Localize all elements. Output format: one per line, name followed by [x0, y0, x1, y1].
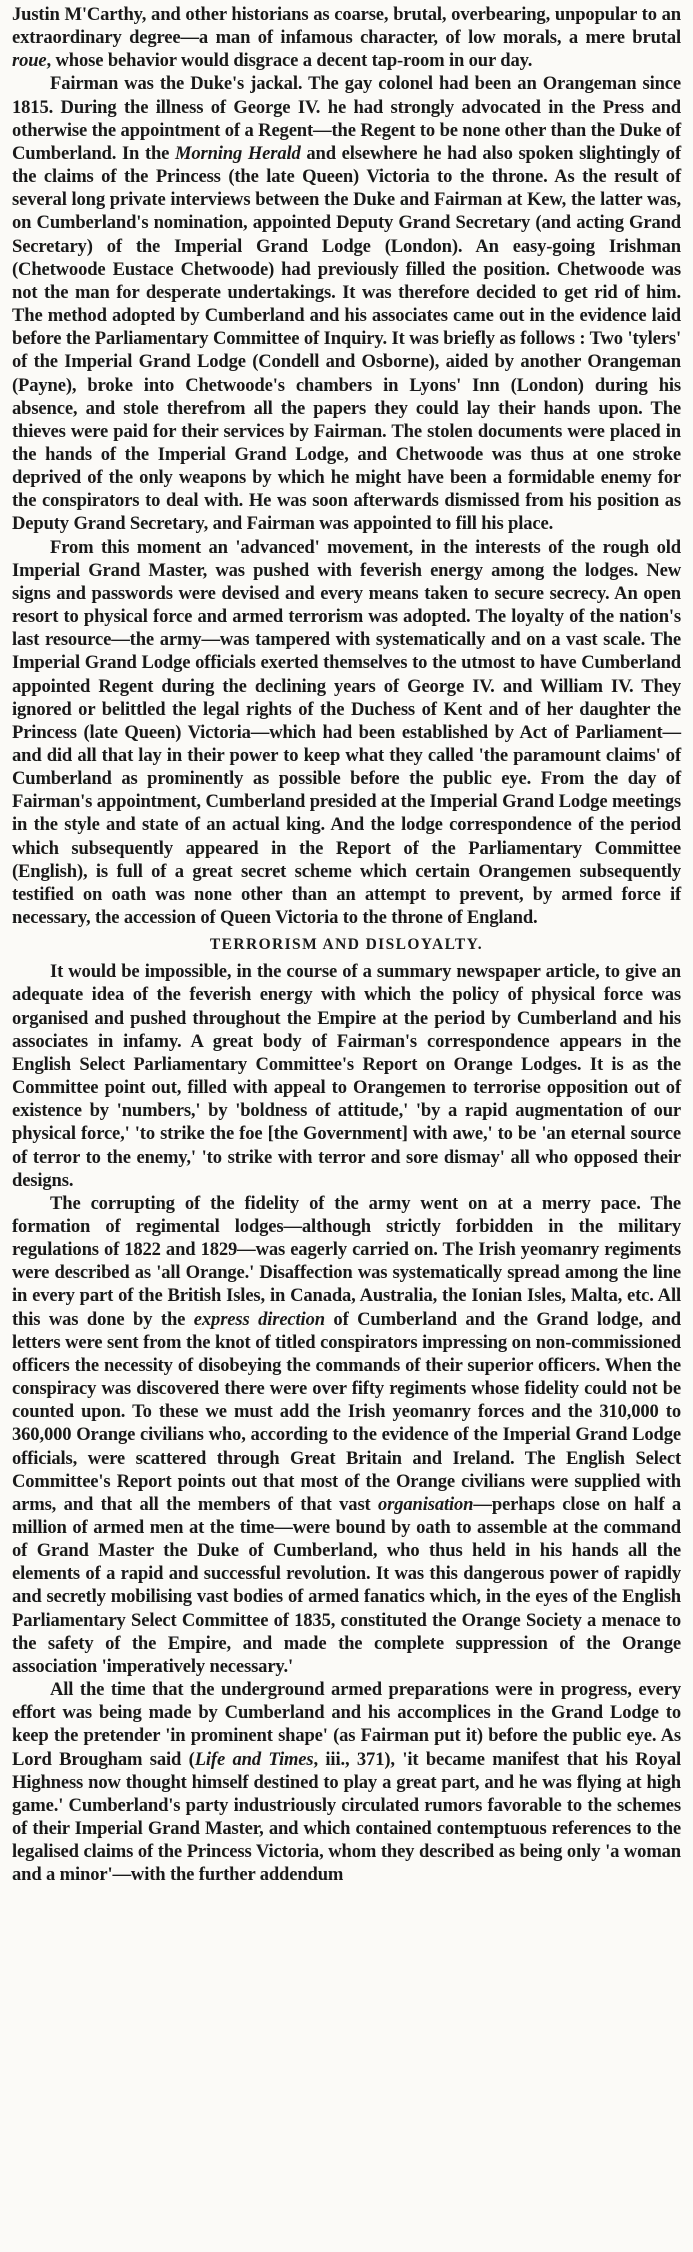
article-paragraph: [12, 3, 681, 72]
article-paragraph: [12, 960, 681, 1192]
article-paragraph: [12, 1192, 681, 1678]
text-run: of Cumberland and the Grand lodge, and letters were sent from the knot of titled conspirators impressing on non-commissioned officers the necessity of disobeying the commands of their superior officers. When the conspiracy was discovered there were over fifty regiments whose fidelity could not be counted upon. To these we must add the Irish yeomanry forces and the 310,000 to 360,000 Orange civilians who, according to the evidence of the Imperial Grand Lodge officials, were scattered through Great Britain and Ireland. The English Select Committee's Report points out that most of the Orange civilians were supplied with arms, and that all the members of that vast: [12, 1308, 681, 1515]
text-run: Justin M'Carthy, and other historians as coarse, brutal, overbearing, unpopular to an extraordinary degree—a man of infamous character, of low morals, a mere brutal: [12, 4, 681, 49]
text-run: TERRORISM AND DISLOYALTY.: [209, 936, 484, 954]
text-run: Fairman was the Duke's jackal. The gay colonel had been an Orangeman since 1815. During the illness of George IV. he had strongly advocated in the Press and otherwise the appointment of a Regent—the Regent to be none other than the Duke of Cumberland. In the: [12, 73, 681, 164]
article-column: [12, 3, 681, 1887]
italic-text: roue: [12, 50, 47, 72]
text-run: —perhaps close on half a million of armed men at the time—were bound by oath to assemble at the command of Grand Master the Duke of Cumberland, who thus held in his hands all the elements of a rapid and successful revolution. It was this dangerous power of rapidly and secretly mobilising vast bodies of armed fanatics which, in the eyes of the English Parliamentary Select Committee of 1835, constituted the Orange Society a menace to the safety of the Empire, and made the complete suppression of the Orange association 'imperatively necessary.': [12, 1493, 681, 1677]
article-paragraph: [12, 1678, 681, 1886]
italic-text: express direction: [193, 1308, 325, 1330]
section-heading: [12, 932, 681, 958]
text-run: The corrupting of the fidelity of the army went on at a merry pace. The formation of regimental lodges—although strictly forbidden in the military regulations of 1822 and 1829—was eagerly carried on. The Irish yeomanry regiments were described as 'all Orange.' Disaffection was systematically spread among the line in every part of the British Isles, in Canada, Australia, the Ionian Isles, Malta, etc. All this was done by the: [12, 1192, 681, 1330]
italic-text: Morning Herald: [175, 142, 301, 164]
italic-text: Life and Times: [194, 1748, 314, 1770]
article-paragraph: [12, 536, 681, 930]
text-run: , whose behavior would disgrace a decent tap-room in our day.: [46, 50, 533, 72]
text-run: All the time that the underground armed preparations were in progress, every effort was being made by Cumberland and his accomplices in the Grand Lodge to keep the pretender 'in prominent shape' (as Fairman put it) before the public eye. As Lord Brougham said (: [12, 1679, 681, 1770]
text-run: From this moment an 'advanced' movement, in the interests of the rough old Imperial Grand Master, was pushed with feverish energy among the lodges. New signs and passwords were devised and every means taken to secure secrecy. An open resort to physical force and armed terrorism was adopted. The loyalty of the nation's last resource—the army—was tampered with systematically and on a vast scale. The Imperial Grand Lodge officials exerted themselves to the utmost to have Cumberland appointed Regent during the declining years of George IV. and William IV. They ignored or belittled the legal rights of the Duchess of Kent and of her daughter the Princess (late Queen) Victoria—which had been established by Act of Parliament—and did all that lay in their power to keep what they called 'the paramount claims' of Cumberland as prominently as possible before the public eye. From the day of Fairman's appointment, Cumberland presided at the Imperial Grand Lodge meetings in the style and state of an actual king. And the lodge correspondence of the period which subsequently appeared in the Report of the Parliamentary Committee (English), is full of a great secret scheme which certain Orangemen subsequently testified on oath was none other than an attempt to prevent, by armed force if necessary, the accession of Queen Victoria to the throne of England.: [12, 536, 681, 929]
text-run: It would be impossible, in the course of a summary newspaper article, to give an adequate idea of the feverish energy with which the policy of physical force was organised and pushed throughout the Empire at the period by Cumberland and his associates in infamy. A great body of Fairman's correspondence appears in the English Select Parliamentary Committee's Report on Orange Lodges. It is as the Committee point out, filled with appeal to Orangemen to terrorise opposition out of existence by 'numbers,' by 'boldness of attitude,' 'by a rapid augmentation of our physical force,' 'to strike the foe [the Government] with awe,' to be 'an eternal source of terror to the enemy,' 'to strike with terror and sore dismay' all who opposed their designs.: [12, 961, 681, 1191]
article-paragraph: [12, 72, 681, 535]
italic-text: organisation: [378, 1493, 474, 1515]
text-run: , iii., 371), 'it became manifest that his Royal Highness now thought himself destined to play a great part, and he was flying at high game.' Cumberland's party industriously circulated rumors favorable to the schemes of their Imperial Grand Master, and which contained contemptuous references to the legalised claims of the Princess Victoria, whom they described as being only 'a woman and a minor'—with the further addendum: [12, 1748, 682, 1886]
text-run: and elsewhere he had also spoken slightingly of the claims of the Princess (the late Queen) Victoria to the throne. As the result of several long private interviews between the Duke and Fairman at Kew, the latter was, on Cumberland's nomination, appointed Deputy Grand Secretary (and acting Grand Secretary) of the Imperial Grand Lodge (London). An easy-going Irishman (Chetwoode Eustace Chetwoode) had previously filled the position. Chetwoode was not the man for desperate undertakings. It was therefore decided to get rid of him. The method adopted by Cumberland and his associates came out in the evidence laid before the Parliamentary Committee of Inquiry. It was briefly as follows : Two 'tylers' of the Imperial Grand Lodge (Condell and Osborne), aided by another Orangeman (Payne), broke into Chetwoode's chambers in Lyons' Inn (London) during his absence, and stole therefrom all the papers they could lay their hands upon. The thieves were paid for their services by Fairman. The stolen documents were placed in the hands of the Imperial Grand Lodge, and Chetwoode was thus at one stroke deprived of the only weapons by which he might have been a formidable enemy for the conspirators to deal with. He was soon afterwards dismissed from his position as Deputy Grand Secretary, and Fairman was appointed to fill his place.: [12, 142, 681, 535]
